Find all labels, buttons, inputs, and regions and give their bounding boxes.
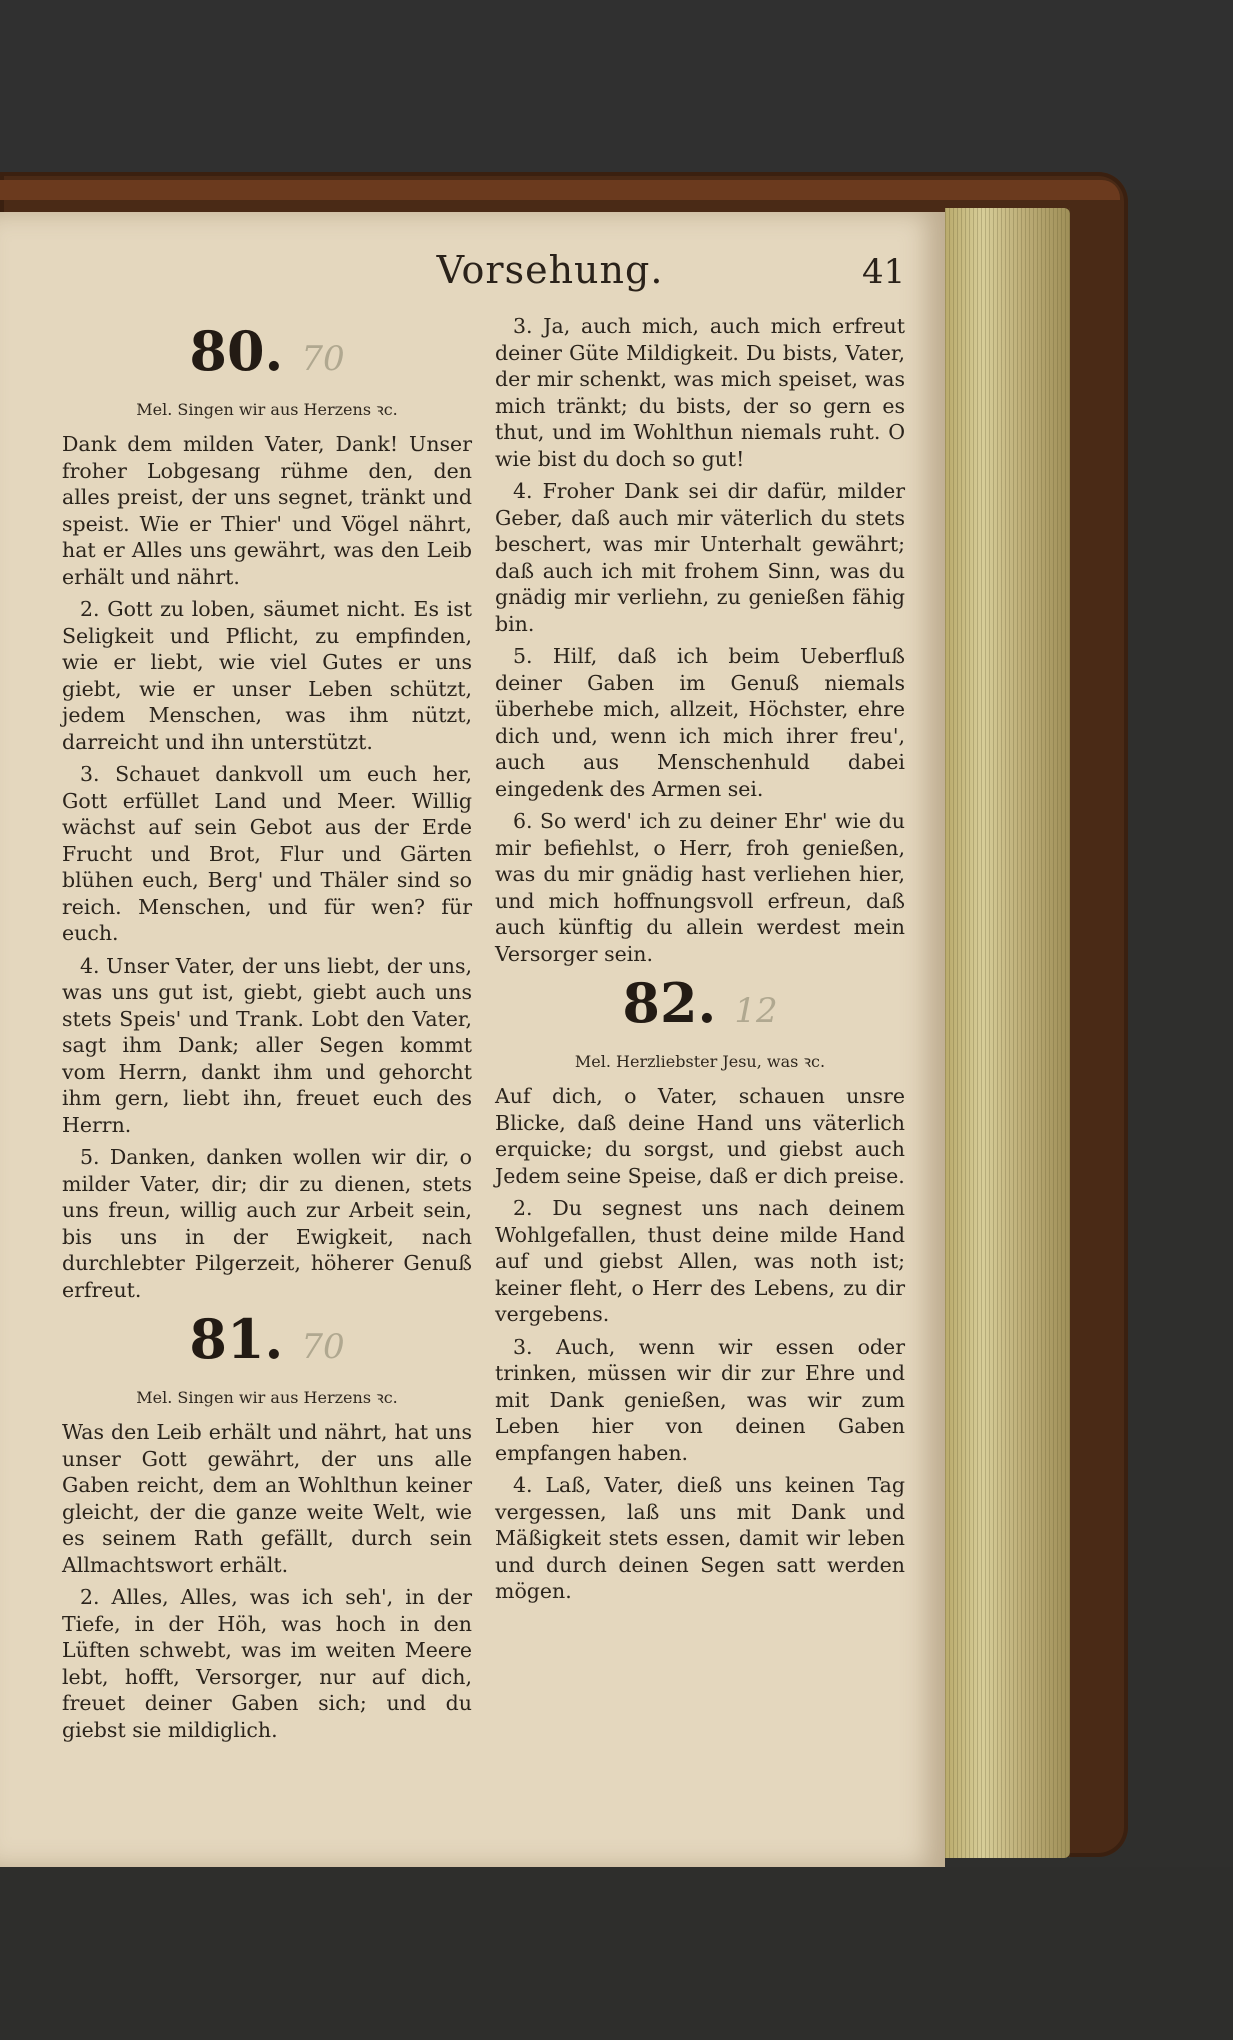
- pencil-note: 12: [734, 991, 778, 1031]
- pencil-note: 70: [301, 1327, 345, 1367]
- hymn-number: 82. 12: [622, 971, 778, 1035]
- melody-line: Mel. Singen wir aus Herzens ꝛc.: [136, 400, 398, 419]
- verse: 4. Froher Dank sei dir dafür, milder Geber, daß auch mir väterlich du stets beschert, was mir Unterhalt gewährt; daß auch ich mit frohem Sinn, was du gnädig mir verliehn, zu genießen fähig bin.: [495, 479, 905, 636]
- verse: Was den Leib erhält und nährt, hat uns unser Gott gewährt, der uns alle Gaben reicht, dem an Wohlthun keiner gleicht, der die ganze weite Welt, wie es seinem Rath gefällt, durch sein Allmachtswort erhält.: [62, 1420, 472, 1577]
- verse: 6. So werd' ich zu deiner Ehr' wie du mir befiehlst, o Herr, froh genießen, was du mir gnädig hast verliehen hier, und mich hoffnungsvoll erfreun, daß auch künftig du allein werdest mein Versorger sein.: [495, 809, 905, 966]
- verse: Dank dem milden Vater, Dank! Unser froher Lobgesang rühme den, den alles preist, der uns segnet, tränkt und speist. Wie er Thier' und Vögel nährt, hat er Alles uns gewährt, was den Leib erhält und nährt.: [62, 432, 472, 589]
- verse: 2. Gott zu loben, säumet nicht. Es ist Seligkeit und Pflicht, zu empfinden, wie er liebt, wie viel Gutes er uns giebt, wie er unser Leben schützt, jedem Menschen, was ihm nützt, darreicht und ihn unterstützt.: [62, 597, 472, 754]
- page-edges: [945, 208, 1070, 1858]
- melody-line: Mel. Singen wir aus Herzens ꝛc.: [136, 1388, 398, 1407]
- verse: 4. Laß, Vater, dieß uns keinen Tag vergessen, laß uns mit Dank und Mäßigkeit stets essen, damit wir leben und durch deinen Segen satt werden mögen.: [495, 1473, 905, 1603]
- hymn-number: 81. 70: [189, 1307, 345, 1371]
- page-number: 41: [862, 252, 906, 292]
- running-header: Vorsehung.: [436, 248, 664, 292]
- verse: 3. Schauet dankvoll um euch her, Gott erfüllet Land und Meer. Willig wächst auf sein Gebot aus der Erde Frucht und Brot, Flur und Gärten blühen euch, Berg' und Thäler sind so reich. Menschen, und für wen? für euch.: [62, 762, 472, 945]
- background-bottom: [0, 1867, 1233, 2040]
- melody-line: Mel. Herzliebster Jesu, was ꝛc.: [574, 1052, 826, 1071]
- verse: 5. Danken, danken wollen wir dir, o milder Vater, dir; dir zu dienen, stets uns freun, willig auch zur Arbeit sein, bis uns in der Ewigkeit, nach durchlebter Pilgerzeit, höherer Genuß erfreut.: [62, 1145, 472, 1302]
- background-top: [0, 0, 1233, 190]
- verse: 2. Alles, Alles, was ich seh', in der Tiefe, in der Höh, was hoch in den Lüften schwebt, was im weiten Meere lebt, hofft, Versorger, nur auf dich, freuet deiner Gaben sich; und du giebst sie mildiglich.: [62, 1585, 472, 1742]
- verse: 3. Auch, wenn wir essen oder trinken, müssen wir dir zur Ehre und mit Dank genießen, was wir zum Leben hier von deinen Gaben empfangen haben.: [495, 1334, 905, 1465]
- pencil-note: 70: [301, 339, 345, 379]
- book-cover-edge: [0, 180, 1120, 200]
- right-column: [495, 313, 905, 1611]
- verse: 4. Unser Vater, der uns liebt, der uns, was uns gut ist, giebt, giebt auch uns stets Speis' und Trank. Lobt den Vater, sagt ihm Dank; aller Segen kommt vom Herrn, dankt ihm und gehorcht ihm gern, liebt ihn, freuet euch des Herrn.: [62, 953, 472, 1137]
- hymn-number: 80. 70: [189, 319, 345, 383]
- left-column: [62, 315, 472, 1749]
- verse: Auf dich, o Vater, schauen unsre Blicke, daß deine Hand uns väterlich erquicke; du sorgst, und giebst auch Jedem seine Speise, daß er dich preise.: [495, 1084, 905, 1188]
- verse: 2. Du segnest uns nach deinem Wohlgefallen, thust deine milde Hand auf und giebst Allen, was noth ist; keiner fleht, o Herr des Lebens, zu dir vergebens.: [495, 1196, 905, 1326]
- verse: 5. Hilf, daß ich beim Ueberfluß deiner Gaben im Genuß niemals überhebe mich, allzeit, Höchster, ehre dich und, wenn ich mich ihrer freu', auch aus Menschenhuld dabei eingedenk des Armen sei.: [495, 644, 905, 801]
- verse: 3. Ja, auch mich, auch mich erfreut deiner Güte Mildigkeit. Du bists, Vater, der mir schenkt, was mich speiset, was mich tränkt; du bists, der so gern es thut, und im Wohlthun niemals ruht. O wie bist du doch so gut!: [495, 314, 905, 471]
